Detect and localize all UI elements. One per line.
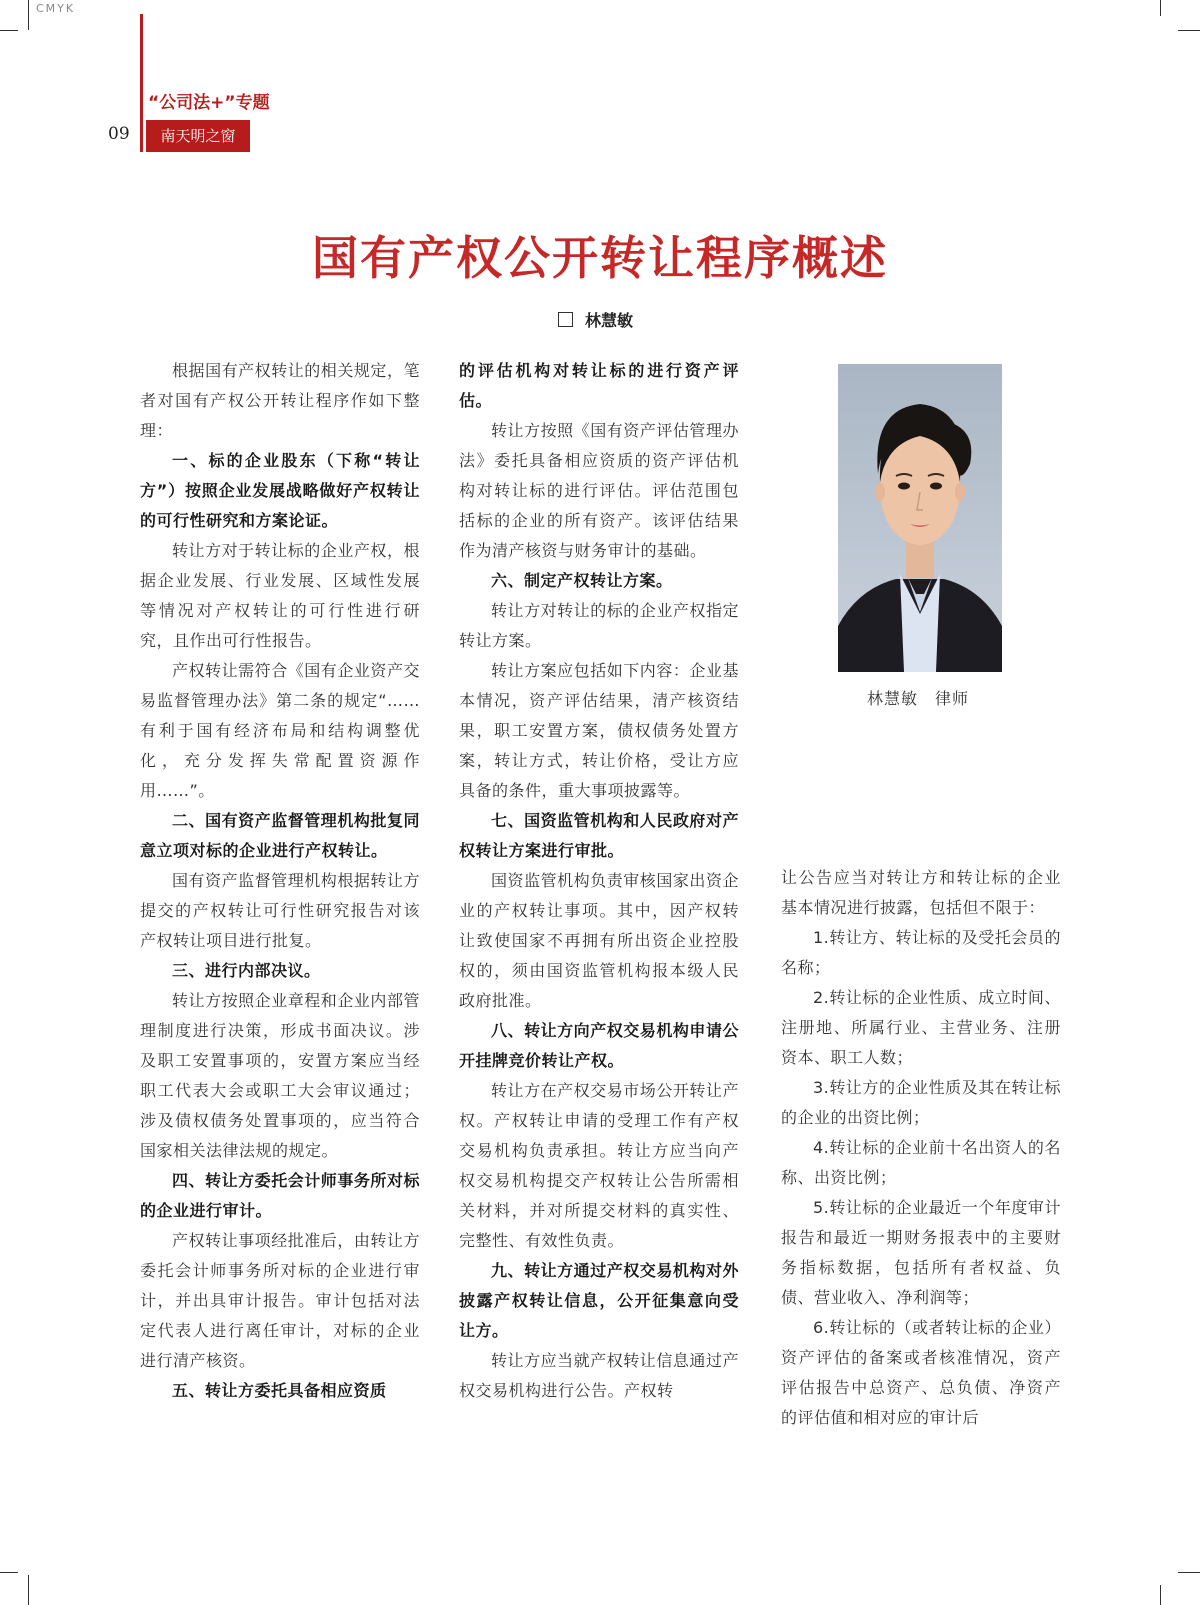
paragraph: 国有资产监督管理机构根据转让方提交的产权转让可行性研究报告对该产权转让项目进行批复。 xyxy=(140,871,420,950)
portrait-illustration xyxy=(838,364,1002,672)
paragraph: 产权转让事项经批准后，由转让方委托会计师事务所对标的企业进行审计，并出具审计报告。审计包括对法定代表人进行离任审计，对标的企业进行清产核资。 xyxy=(140,1231,420,1370)
square-icon xyxy=(558,312,573,327)
article-title: 国有产权公开转让程序概述 xyxy=(312,231,888,285)
paragraph: 转让方在产权交易市场公开转让产权。产权转让申请的受理工作有产权交易机构负责承担。转让方应当向产权交易机构提交产权转让公告所需相关材料，并对所提交材料的真实性、完整性、有效性负责。 xyxy=(459,1081,739,1250)
paragraph: 转让方案应包括如下内容：企业基本情况，资产评估结果，清产核资结果，职工安置方案，债权债务处置方案，转让方式，转让价格，受让方应具备的条件，重大事项披露等。 xyxy=(459,661,739,800)
text-column-3 xyxy=(781,863,1061,1433)
crop-mark xyxy=(28,1575,29,1605)
text-column-1 xyxy=(140,356,420,1406)
paragraph: 国资监管机构负责审核国家出资企业的产权转让事项。其中，因产权转让致使国家不再拥有所出资企业控股权的，须由国资监管机构报本级人民政府批准。 xyxy=(459,871,739,1010)
section-heading: 五、转让方委托具备相应资质 xyxy=(172,1381,387,1400)
section-heading: 四、转让方委托会计师事务所对标的企业进行审计。 xyxy=(140,1171,420,1220)
crop-mark xyxy=(0,1572,18,1573)
paragraph: 让公告应当对转让方和转让标的企业基本情况进行披露，包括但不限于： xyxy=(781,868,1061,917)
paragraph: 转让方对转让的标的企业产权指定转让方案。 xyxy=(459,601,739,650)
author-line xyxy=(558,308,633,331)
author-photo xyxy=(838,364,1002,672)
section-heading: 九、转让方通过产权交易机构对外披露产权转让信息，公开征集意向受让方。 xyxy=(459,1261,739,1340)
section-heading: 的评估机构对转让标的进行资产评估。 xyxy=(459,361,739,410)
cmyk-label: CMYK xyxy=(36,2,76,15)
section-heading: 六、制定产权转让方案。 xyxy=(491,571,673,590)
section-heading: 三、进行内部决议。 xyxy=(172,961,321,980)
crop-mark xyxy=(1178,1572,1200,1573)
paragraph: 根据国有产权转让的相关规定，笔者对国有产权公开转让程序作如下整理： xyxy=(140,361,420,440)
header-rule xyxy=(140,14,143,152)
crop-mark xyxy=(0,30,18,31)
section-heading: 一、标的企业股东（下称“转让方”）按照企业发展战略做好产权转让的可行性研究和方案论证。 xyxy=(140,451,420,530)
crop-mark xyxy=(1160,1585,1161,1605)
paragraph: 2.转让标的企业性质、成立时间、注册地、所属行业、主营业务、注册资本、职工人数； xyxy=(781,988,1061,1067)
text-column-2 xyxy=(459,356,739,1406)
paragraph: 4.转让标的企业前十名出资人的名称、出资比例； xyxy=(781,1138,1061,1187)
paragraph: 转让方按照企业章程和企业内部管理制度进行决策，形成书面决议。涉及职工安置事项的，安置方案应当经职工代表大会或职工大会审议通过；涉及债权债务处置事项的，应当符合国家相关法律法规的规定。 xyxy=(140,991,420,1160)
paragraph: 转让方按照《国有资产评估管理办法》委托具备相应资质的资产评估机构对转让标的进行评估。评估范围包括标的企业的所有资产。该评估结果作为清产核资与财务审计的基础。 xyxy=(459,421,739,560)
author-name: 林慧敏 xyxy=(585,311,634,330)
crop-mark xyxy=(28,0,29,30)
crop-mark xyxy=(1178,30,1200,31)
section-heading: 七、国资监管机构和人民政府对产权转让方案进行审批。 xyxy=(459,811,739,860)
paragraph: 3.转让方的企业性质及其在转让标的企业的出资比例； xyxy=(781,1078,1061,1127)
paragraph: 转让方应当就产权转让信息通过产权交易机构进行公告。产权转 xyxy=(459,1351,739,1400)
paragraph: 6.转让标的（或者转让标的企业）资产评估的备案或者核准情况，资产评估报告中总资产、总负债、净资产的评估值和相对应的审计后 xyxy=(781,1318,1061,1427)
paragraph: 5.转让标的企业最近一个年度审计报告和最近一期财务报表中的主要财务指标数据，包括所有者权益、负债、营业收入、净利润等； xyxy=(781,1198,1061,1307)
column-name-badge: 南天明之窗 xyxy=(146,120,250,152)
section-heading: 二、国有资产监督管理机构批复同意立项对标的企业进行产权转让。 xyxy=(140,811,420,860)
section-heading: 八、转让方向产权交易机构申请公开挂牌竞价转让产权。 xyxy=(459,1021,739,1070)
page-number: 09 xyxy=(108,124,130,144)
paragraph: 转让方对于转让标的企业产权，根据企业发展、行业发展、区域性发展等情况对产权转让的可行性进行研究，且作出可行性报告。 xyxy=(140,541,420,650)
crop-mark xyxy=(1160,0,1161,16)
section-topic: “公司法+”专题 xyxy=(148,93,270,113)
paragraph: 1.转让方、转让标的及受托会员的名称； xyxy=(781,928,1061,977)
paragraph: 产权转让需符合《国有企业资产交易监督管理办法》第二条的规定“……有利于国有经济布局和结构调整优化，充分发挥失常配置资源作用……”。 xyxy=(140,661,420,800)
photo-caption: 林慧敏 律师 xyxy=(866,689,969,708)
